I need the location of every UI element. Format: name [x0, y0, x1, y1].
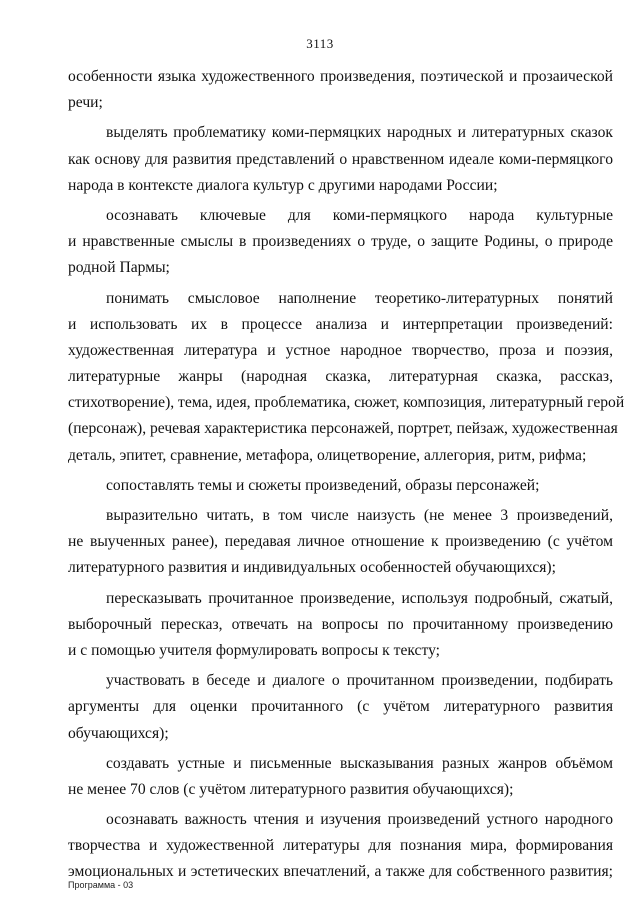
paragraph — [68, 286, 625, 469]
paragraph — [68, 503, 613, 582]
document-body — [68, 64, 625, 890]
text-line: не выученных ранее), передавая личное отношение к произведению (с учётом — [68, 533, 613, 551]
text-line: особенности языка художественного произведения, поэтической и прозаической — [68, 68, 613, 85]
text-line: как основу для развития представлений о нравственном идеале коми-пермяцкого — [68, 150, 613, 168]
paragraph — [68, 473, 613, 499]
paragraph — [68, 64, 613, 116]
text-line: понимать смысловое наполнение теоретико-литературных понятий — [106, 289, 613, 307]
text-line: осознавать ключевые для коми-пермяцкого народа культурные — [106, 206, 613, 224]
text-line: родной Пармы; — [68, 259, 170, 277]
text-line: выразительно читать, в том числе наизусть (не менее 3 произведений, — [106, 507, 613, 524]
text-line: народа в контексте диалога культур с другими народами России; — [68, 176, 498, 194]
paragraph — [68, 751, 613, 803]
text-line: литературного развития и индивидуальных особенностей обучающихся); — [68, 559, 556, 577]
paragraph — [68, 120, 613, 199]
text-line: художественная литература и устное народное творчество, проза и поэзия, — [68, 341, 613, 359]
text-line: и с помощью учителя формулировать вопросы к тексту; — [68, 641, 441, 659]
text-line: сопоставлять темы и сюжеты произведений, образы персонажей; — [106, 476, 540, 494]
page-footer: Программа - 03 — [68, 880, 134, 890]
text-line: создавать устные и письменные высказывания разных жанров объёмом — [106, 754, 613, 772]
text-line: эмоциональных и эстетических впечатлений, а также для собственного развития; — [68, 863, 613, 881]
text-line: и использовать их в процессе анализа и интерпретации произведений: — [68, 315, 613, 333]
text-line: аргументы для оценки прочитанного (с учётом литературного развития — [68, 698, 613, 716]
text-line: не менее 70 слов (с учётом литературного развития обучающихся); — [68, 780, 514, 798]
text-line: (персонаж), речевая характеристика персонажей, портрет, пейзаж, художественная — [68, 420, 618, 438]
text-line: выборочный пересказ, отвечать на вопросы по прочитанному произведению — [68, 615, 613, 633]
paragraph — [68, 203, 613, 282]
paragraph — [68, 668, 613, 747]
text-line: творчества и художественной литературы для познания мира, формирования — [68, 837, 613, 855]
text-line: участвовать в беседе и диалоге о прочитанном произведении, подбирать — [106, 672, 613, 690]
text-line: речи; — [68, 94, 103, 112]
text-line: стихотворение), тема, идея, проблематика, сюжет, композиция, литературный герой — [68, 394, 625, 412]
text-line: литературные жанры (народная сказка, литературная сказка, рассказ, — [68, 368, 613, 386]
text-line: выделять проблематику коми-пермяцких народных и литературных сказок — [106, 124, 613, 142]
paragraph — [68, 586, 613, 665]
text-line: деталь, эпитет, сравнение, метафора, олицетворение, аллегория, ритм, рифма; — [68, 446, 587, 464]
text-line: и нравственные смыслы в произведениях о труде, о защите Родины, о природе — [68, 233, 613, 251]
text-line: пересказывать прочитанное произведение, используя подробный, сжатый, — [106, 589, 613, 607]
text-line: осознавать важность чтения и изучения произведений устного народного — [106, 811, 613, 829]
page-number: 3113 — [306, 36, 334, 51]
text-line: обучающихся); — [68, 724, 169, 742]
paragraph — [68, 807, 613, 886]
